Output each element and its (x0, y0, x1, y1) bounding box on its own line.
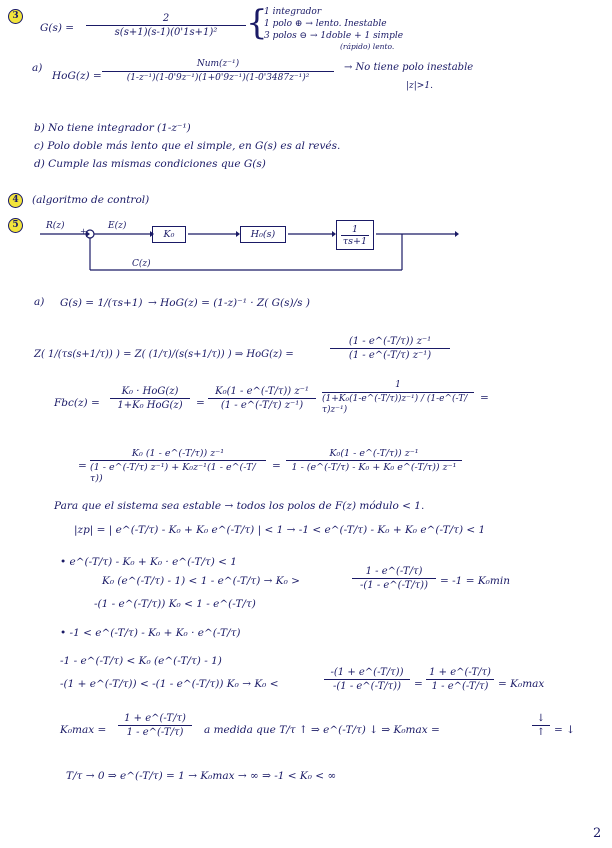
fbc-f2-num: K₀(1 - e^(-T/τ)) z⁻¹ (215, 386, 309, 397)
k0max-f2-num: 1 + e^(-T/τ) (429, 667, 491, 678)
part-a5-label: a) (34, 296, 45, 308)
fraction-bar (426, 679, 494, 680)
k0max-f1-num: -(1 + e^(-T/τ)) (330, 667, 404, 678)
block-k0 (152, 226, 186, 243)
fraction-bar (118, 725, 192, 726)
block-k0-label: K₀ (163, 229, 175, 240)
condition-2-c: -(1 + e^(-T/τ)) < -(1 - e^(-T/τ)) K₀ → K₀ < (60, 678, 279, 690)
fbc-f4-num: K₀ (1 - e^(-T/τ)) z⁻¹ (131, 448, 225, 459)
gs-lhs: G(s) = (40, 22, 75, 34)
part-a-note-2: |z|>1. (406, 81, 433, 91)
equals-sign: = (78, 460, 87, 472)
hog-z-def: → HoG(z) = (1-z)⁻¹ · Z( G(s)/s ) (148, 297, 310, 309)
fraction-bar (322, 392, 474, 393)
brace-note-4: (rápido) lento. (340, 42, 395, 51)
part-d: d) Cumple las mismas condiciones que G(s) (34, 158, 266, 170)
k0max-fraction-1 (324, 667, 410, 692)
fbc-f1-num: K₀ · HoG(z) (121, 386, 179, 397)
condition-1-b: K₀ (e^(-T/τ) - 1) < 1 - e^(-T/τ) → K₀ > (102, 575, 300, 587)
fraction-bar (352, 578, 436, 579)
fraction-bar (208, 398, 316, 399)
stability-statement: Para que el sistema sea estable → todos los polos de F(z) módulo < 1. (54, 500, 425, 512)
hog-result-num: (1 - e^(-T/τ)) z⁻¹ (348, 336, 432, 347)
fbc-f5-num: K₀(1 - e^(-T/τ)) z⁻¹ (329, 448, 419, 459)
fbc-f3-den: (1+K₀(1-e^(-T/τ))z⁻¹) / (1-e^(-T/τ)z⁻¹) (322, 394, 468, 415)
input-r-label: R(z) (46, 221, 65, 231)
k0max-def-num: 1 + e^(-T/τ) (124, 713, 186, 724)
fbc-f4-den: (1 - e^(-T/τ) z⁻¹) + K₀z⁻¹(1 - e^(-T/τ)) (90, 462, 256, 484)
part-b: b) No tiene integrador (1-z⁻¹) (34, 122, 191, 134)
plant-num: 1 (351, 223, 359, 235)
condition-1-c: -(1 - e^(-T/τ)) K₀ < 1 - e^(-T/τ) (94, 598, 256, 610)
hog-numerator: Num(z⁻¹) (196, 59, 240, 69)
k0max-trend: a medida que T/τ ↑ ⇒ e^(-T/τ) ↓ ⇒ K₀max = (204, 724, 440, 736)
stability-equation: |zp| = | e^(-T/τ) - K₀ + K₀ e^(-T/τ) | < 1 → -1 < e^(-T/τ) - K₀ + K₀ e^(-T/τ) < 1 (74, 524, 486, 536)
fbc-f3-num: 1 (395, 380, 401, 390)
error-e-label: E(z) (108, 221, 127, 231)
equals-sign: = (196, 397, 205, 409)
block-plant (336, 220, 374, 250)
problem-4-badge: 4 (8, 193, 23, 208)
final-conclusion: T/τ → 0 ⇒ e^(-T/τ) = 1 → K₀max → ∞ ⇒ -1 < K₀ < ∞ (66, 770, 337, 782)
fbc-frac-3 (322, 380, 474, 416)
fbc-f1-den: 1+K₀ HoG(z) (117, 400, 183, 411)
equals-sign: = (272, 460, 281, 472)
arrow-up: ↑ (536, 727, 546, 738)
block-h0s-label: H₀(s) (250, 229, 276, 240)
k0max-definition (118, 713, 192, 738)
fbc-f2-den: (1 - e^(-T/τ) z⁻¹) (220, 400, 304, 411)
hog-result (330, 336, 450, 361)
k0min-den: -(1 - e^(-T/τ)) (360, 580, 428, 591)
condition-2-b: -1 - e^(-T/τ) < K₀ (e^(-T/τ) - 1) (60, 655, 222, 667)
fbc-frac-1 (110, 386, 190, 411)
equals-sign: = (414, 678, 423, 690)
k0min-num: 1 - e^(-T/τ) (365, 566, 423, 577)
k0min-fraction (352, 566, 436, 591)
k0min-result: = -1 = K₀min (440, 575, 510, 587)
part-a-note: → No tiene polo inestable (344, 62, 474, 73)
k0max-lhs: K₀max = (60, 724, 107, 736)
fbc-frac-2 (208, 386, 316, 411)
part-a-label: a) (32, 62, 43, 74)
sum-sign: + (80, 227, 87, 236)
arrow-down: ↓ (536, 713, 546, 724)
fraction-bar (286, 460, 462, 461)
z-transform-step: Z( 1/(τs(s+1/τ)) ) = Z( (1/τ)/(s(s+1/τ)) ) ⇒ HoG(z) = (34, 349, 294, 360)
gs-tau: G(s) = 1/(τs+1) (60, 297, 143, 309)
brace-note-2: 1 polo ⊕ → lento. Inestable (264, 19, 387, 29)
plant-den: τs+1 (342, 235, 368, 247)
condition-1-a: • e^(-T/τ) - K₀ + K₀ · e^(-T/τ) < 1 (60, 556, 237, 568)
k0max-def-den: 1 - e^(-T/τ) (126, 727, 184, 738)
block-h0s (240, 226, 286, 243)
k0max-arrows (532, 713, 550, 738)
equals-sign: = (480, 392, 489, 404)
problem-3-badge: 3 (8, 9, 23, 24)
fbc-frac-4 (90, 448, 266, 484)
feedback-c-label: C(z) (132, 259, 151, 269)
gs-denominator: s(s+1)(s-1)(0'1s+1)² (114, 27, 218, 38)
fbc-f5-den: 1 - (e^(-T/τ) - K₀ + K₀ e^(-T/τ)) z⁻¹ (291, 462, 457, 473)
fraction-bar (324, 679, 410, 680)
hog-denominator: (1-z⁻¹)(1-0'9z⁻¹)(1+0'9z⁻¹)(1-0'3487z⁻¹)² (126, 73, 310, 83)
brace-note-3: 3 polos ⊖ → 1doble + 1 simple (264, 31, 404, 41)
k0max-result: = K₀max (498, 678, 545, 690)
problem-4-title: (algoritmo de control) (32, 194, 150, 206)
fraction-bar (90, 460, 266, 461)
fbc-lhs: Fbc(z) = (54, 397, 100, 409)
part-c: c) Polo doble más lento que el simple, en G(s) es al revés. (34, 140, 341, 152)
problem-5-badge: 5 (8, 218, 23, 233)
hog-result-den: (1 - e^(-T/τ) z⁻¹) (348, 350, 432, 361)
brace: { (246, 3, 268, 43)
k0max-f2-den: 1 - e^(-T/τ) (431, 681, 489, 692)
brace-note-1: 1 integrador (264, 7, 322, 17)
fraction-bar (110, 398, 190, 399)
k0max-fraction-2 (426, 667, 494, 692)
page-number: 2 (593, 826, 602, 841)
fbc-frac-5 (286, 448, 462, 473)
condition-2-a: • -1 < e^(-T/τ) - K₀ + K₀ · e^(-T/τ) (60, 627, 241, 639)
fraction-bar (330, 348, 450, 349)
k0max-end: = ↓ (554, 724, 575, 736)
fraction-bar (532, 725, 550, 726)
hog-lhs: HoG(z) = (52, 70, 102, 82)
gs-numerator: 2 (162, 13, 170, 24)
k0max-f1-den: -(1 - e^(-T/τ)) (333, 681, 401, 692)
